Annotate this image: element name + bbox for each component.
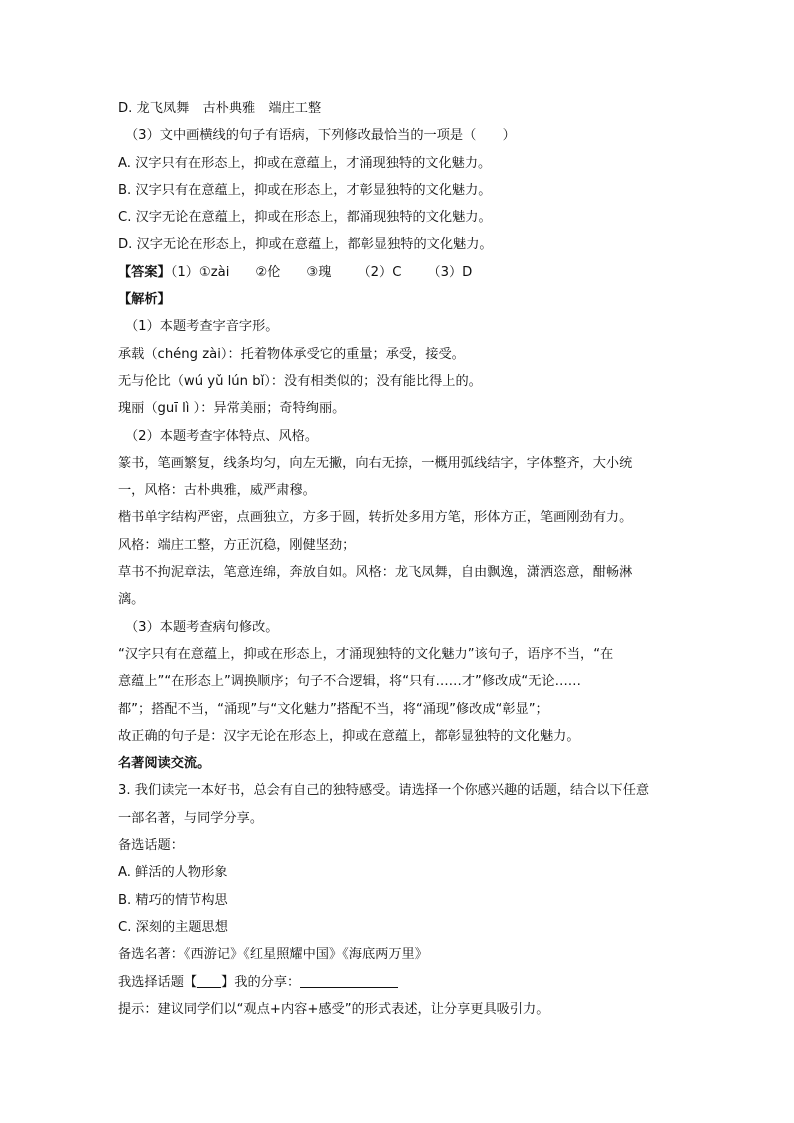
analysis-2-caoshu-2: 漓。 [118,592,145,608]
share-prefix: 】我的分享： [221,974,301,990]
analysis-2-zhuanshu-2: 一，风格：古朴典雅，威严肃穆。 [118,483,316,499]
option-d-styles: D. 龙飞凤舞 古朴典雅 端庄工整 [118,101,322,116]
analysis-2-caoshu-1: 草书不拘泥章法，笔意连绵，奔放自如。风格：龙飞凤舞，自由飘逸，潇洒恣意，酣畅淋 [118,565,633,581]
question-3-prompt-1: 3. 我们读完一本好书，总会有自己的独特感受。请选择一个你感兴趣的话题，结合以下任意 [118,783,650,799]
answer-part-5: （3）D [427,264,473,280]
document-page [118,95,680,1023]
answer-part-4: （2）C [357,264,402,280]
answer-part-2: ②伦 [255,264,281,280]
analysis-3-text-1: “汉字只有在意蕴上，抑或在形态上，才涌现独特的文化魅力”该句子，语序不当，“在 [118,646,614,662]
analysis-label: 【解析】 [118,292,171,308]
section-heading-classics: 名著阅读交流。 [118,756,211,772]
topic-c: C. 深刻的主题思想 [118,919,228,935]
question-3-stem: （3）文中画横线的句子有语病，下列修改最恰当的一项是（ ） [125,128,516,144]
choice-line [118,969,680,996]
analysis-3-text-2: 意蕴上”“在形态上”调换顺序；句子不合逻辑，将“只有……才”修改成“无论…… [118,674,581,690]
analysis-1-title: （1）本题考查字音字形。 [125,319,279,335]
analysis-1-guili: 瑰丽（guī lì ）：异常美丽；奇特绚丽。 [118,401,346,417]
option-c: C. 汉字无论在意蕴上，抑或在形态上，都涌现独特的文化魅力。 [118,210,492,226]
analysis-2-kaishu-1: 楷书单字结构严密，点画独立，方多于圆，转折处多用方笔，形体方正，笔画刚劲有力。 [118,510,633,526]
answer-part-3: ③瑰 [306,264,332,280]
analysis-1-wuyulunbi: 无与伦比（wú yǔ lún bǐ）：没有相类似的；没有能比得上的。 [118,373,482,389]
analysis-2-zhuanshu-1: 篆书，笔画繁复，线条均匀，向左无撇，向右无捺，一概用弧线结字，字体整齐，大小统 [118,455,633,471]
answer-label: 【答案】 [118,264,171,280]
analysis-1-chengzai: 承载（chéng zài）：托着物体承受它的重量；承受，接受。 [118,346,465,362]
share-blank[interactable] [300,973,398,988]
analysis-3-title: （3）本题考查病句修改。 [125,619,279,635]
books-label: 备选名著：《西游记》《红星照耀中国》《海底两万里》 [118,947,428,963]
hint-line: 提示：建议同学们以“观点+内容+感受”的形式表述，让分享更具吸引力。 [118,1001,550,1017]
topics-label: 备选话题： [118,838,184,854]
analysis-3-conclusion: 故正确的句子是：汉字无论在形态上，抑或在意蕴上，都彰显独特的文化魅力。 [118,728,580,744]
topic-b: B. 精巧的情节构思 [118,892,228,908]
answer-line [118,259,680,286]
analysis-2-title: （2）本题考查字体特点、风格。 [125,428,319,444]
option-d: D. 汉字无论在形态上，抑或在意蕴上，都彰显独特的文化魅力。 [118,237,493,253]
topic-blank[interactable] [197,973,221,988]
analysis-2-kaishu-2: 风格：端庄工整，方正沉稳，刚健坚劲； [118,537,356,553]
topic-a: A. 鲜活的人物形象 [118,865,228,881]
question-3-prompt-2: 一部名著，与同学分享。 [118,810,264,826]
choice-prefix: 我选择话题【 [118,974,198,990]
option-b: B. 汉字只有在意蕴上，抑或在形态上，才彰显独特的文化魅力。 [118,182,492,198]
answer-part-1: （1）①zài [170,264,230,280]
analysis-3-text-3: 都”；搭配不当，“涌现”与“文化魅力”搭配不当，将“涌现”修改成“彰显”； [118,701,549,717]
option-a: A. 汉字只有在形态上，抑或在意蕴上，才涌现独特的文化魅力。 [118,155,492,171]
